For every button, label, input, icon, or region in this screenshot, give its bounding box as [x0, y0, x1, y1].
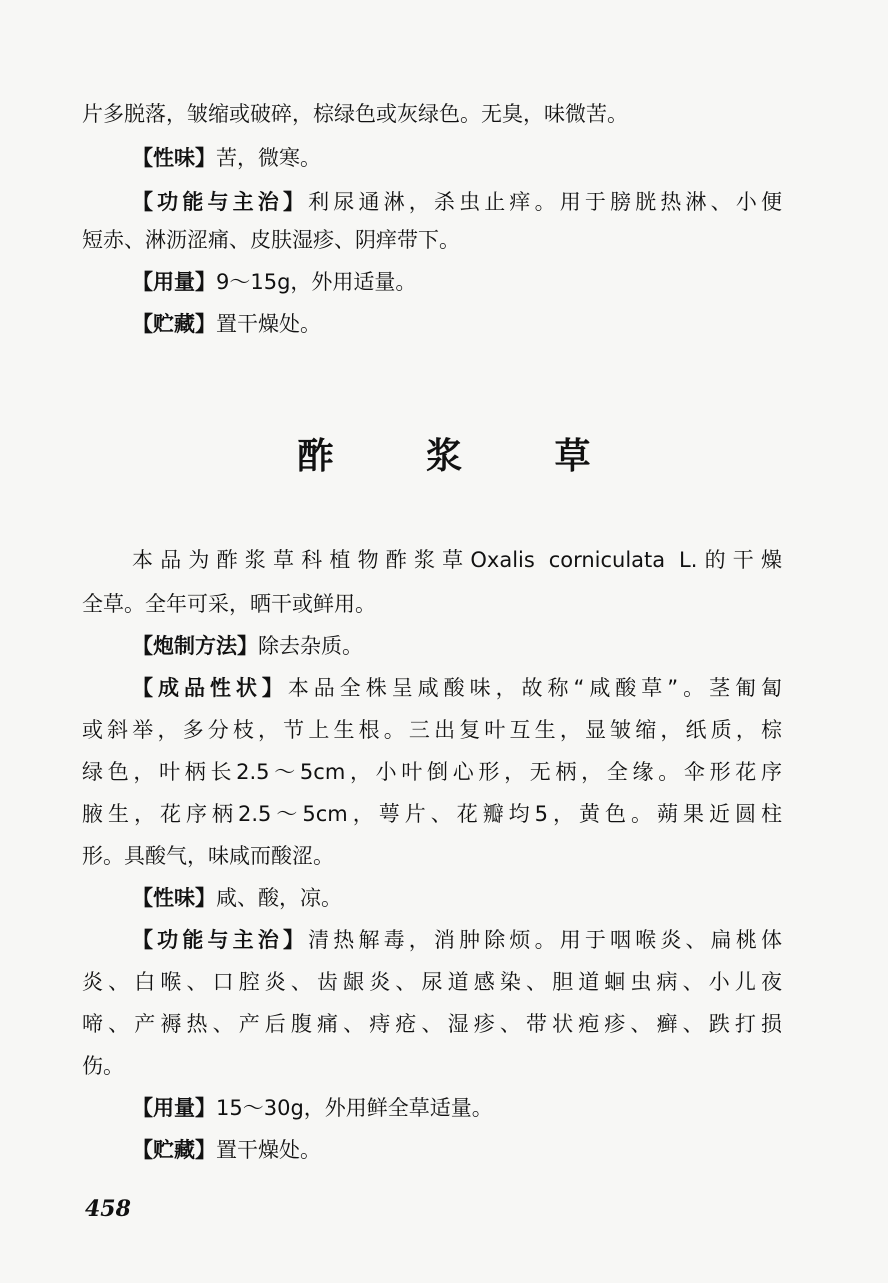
nature-label: 【性味】 — [132, 886, 216, 910]
prev-storage-text: 置干燥处。 — [216, 312, 321, 336]
function-line-3: 啼、产褥热、产后腹痛、痔疮、湿疹、带状疱疹、癣、跌打损 — [82, 1012, 782, 1036]
character-text-1: 本品全株呈咸酸味，故称“咸酸草”。茎匍匐 — [287, 676, 782, 700]
processing-text: 除去杂质。 — [258, 634, 363, 658]
character-label: 【成品性状】 — [132, 676, 288, 700]
function-line-1 — [132, 926, 782, 954]
intro-line-2: 全草。全年可采，晒干或鲜用。 — [82, 592, 376, 616]
dosage-line — [132, 1094, 782, 1122]
intro-line-1: 本品为酢浆草科植物酢浆草Oxalis corniculata L.的干燥 — [132, 548, 782, 572]
dosage-text: 15～30g，外用鲜全草适量。 — [216, 1096, 493, 1120]
page-number: 458 — [85, 1196, 131, 1222]
prev-dosage-line — [132, 268, 782, 296]
prev-dosage-label: 【用量】 — [132, 270, 216, 294]
character-line-4: 腋生，花序柄2.5～5cm，萼片、花瓣均5，黄色。蒴果近圆柱 — [82, 802, 782, 826]
function-line-2: 炎、白喉、口腔炎、齿龈炎、尿道感染、胆道蛔虫病、小儿夜 — [82, 970, 782, 994]
processing-label: 【炮制方法】 — [132, 634, 258, 658]
prev-storage-line — [132, 310, 782, 338]
nature-text: 咸、酸，凉。 — [216, 886, 342, 910]
prev-nature-line — [132, 144, 782, 172]
function-line-4: 伤。 — [82, 1054, 124, 1078]
nature-line — [132, 884, 782, 912]
character-line-2: 或斜举，多分枝，节上生根。三出复叶互生，显皱缩，纸质，棕 — [82, 718, 782, 742]
prev-continuation-line: 片多脱落，皱缩或破碎，棕绿色或灰绿色。无臭，味微苦。 — [82, 102, 628, 126]
storage-line — [132, 1136, 782, 1164]
processing-line — [132, 632, 782, 660]
character-line-3: 绿色，叶柄长2.5～5cm，小叶倒心形，无柄，全缘。伞形花序 — [82, 760, 782, 784]
prev-nature-text: 苦，微寒。 — [216, 146, 321, 170]
storage-label: 【贮藏】 — [132, 1138, 216, 1162]
function-text-1: 清热解毒，消肿除烦。用于咽喉炎、扁桃体 — [308, 928, 782, 952]
prev-dosage-text: 9～15g，外用适量。 — [216, 270, 417, 294]
storage-text: 置干燥处。 — [216, 1138, 321, 1162]
function-label: 【功能与主治】 — [132, 928, 309, 952]
character-line-1 — [132, 674, 782, 702]
prev-nature-label: 【性味】 — [132, 146, 216, 170]
entry-title: 酢 浆 草 — [297, 435, 631, 477]
character-line-5: 形。具酸气，味咸而酸涩。 — [82, 844, 334, 868]
prev-storage-label: 【贮藏】 — [132, 312, 216, 336]
prev-function-line-1 — [132, 188, 782, 216]
prev-function-label: 【功能与主治】 — [132, 190, 309, 214]
prev-function-line-2: 短赤、淋沥涩痛、皮肤湿疹、阴痒带下。 — [82, 228, 460, 252]
dosage-label: 【用量】 — [132, 1096, 216, 1120]
prev-function-text-1: 利尿通淋，杀虫止痒。用于膀胱热淋、小便 — [308, 190, 782, 214]
